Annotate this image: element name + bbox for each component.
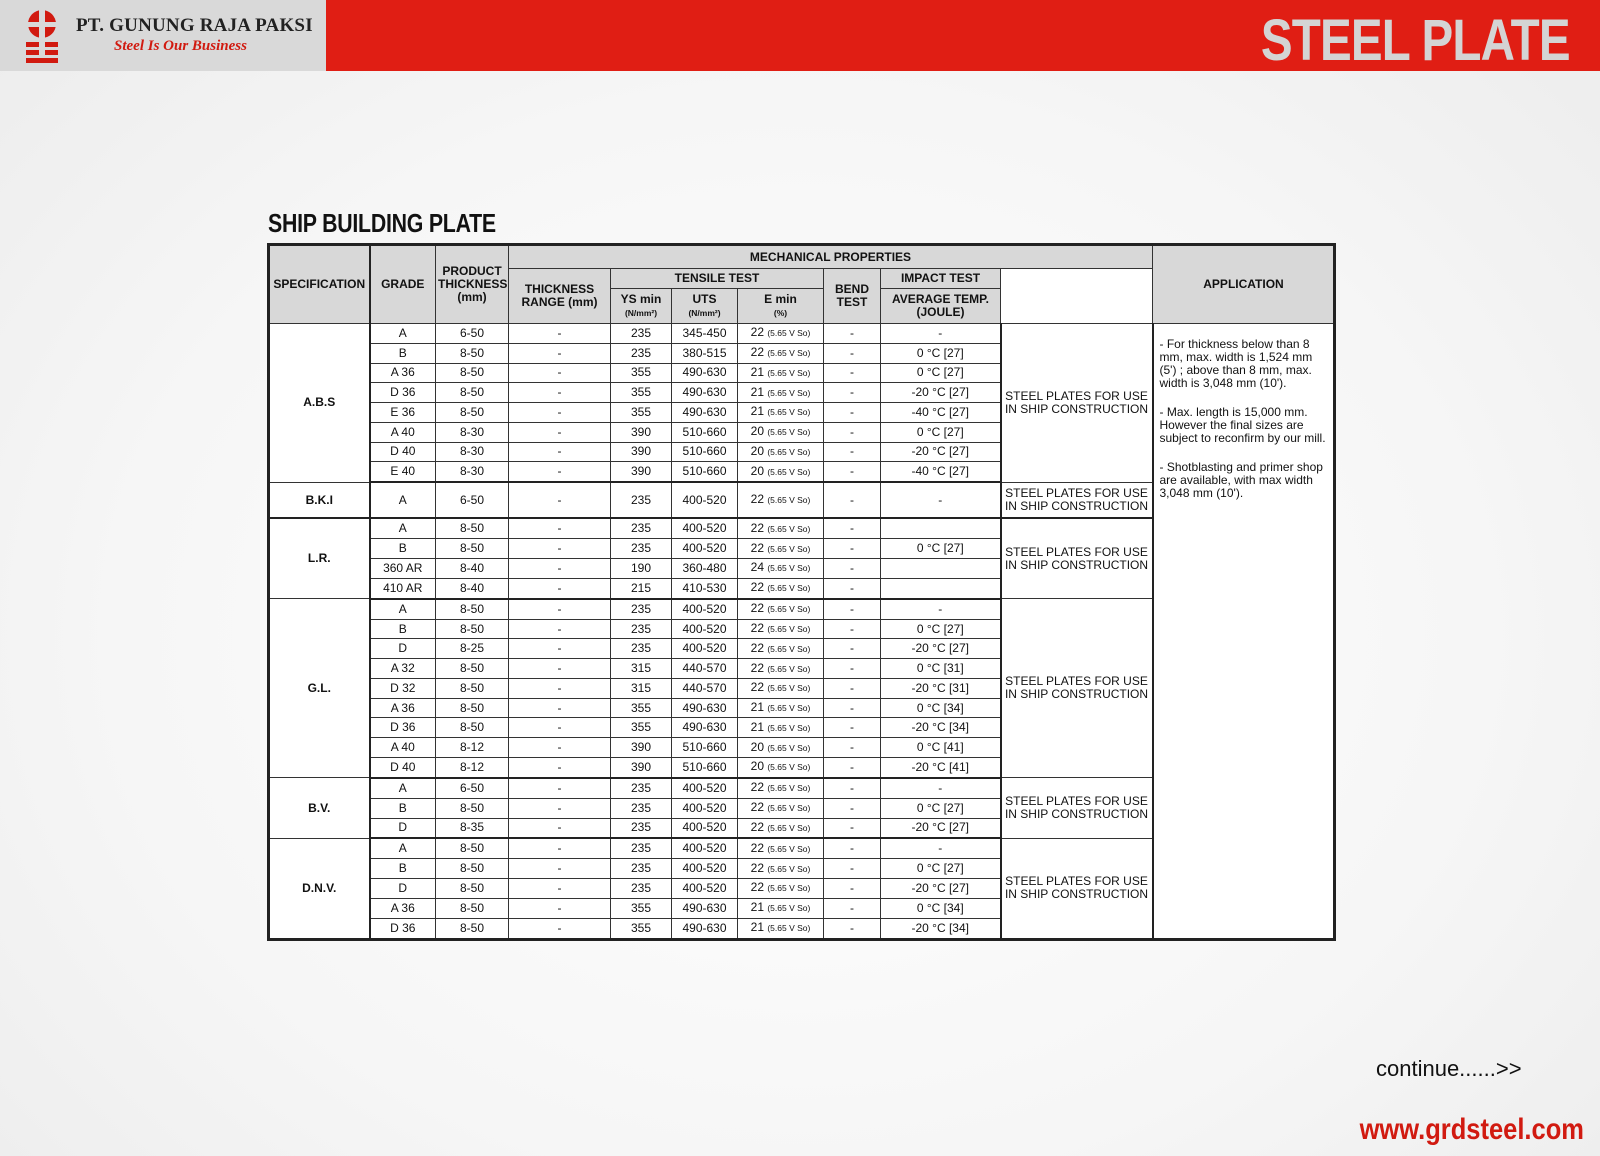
product-thickness-cell: 8-50 xyxy=(436,838,509,858)
ys-min-cell: 355 xyxy=(611,403,672,423)
impact-cell: 0 °C [27] xyxy=(881,363,1001,383)
product-thickness-cell: 6-50 xyxy=(436,324,509,344)
header-impact-test: IMPACT TEST xyxy=(881,269,1001,289)
grade-cell: A xyxy=(370,324,436,344)
thickness-range-cell: - xyxy=(509,698,611,718)
ys-min-cell: 315 xyxy=(611,659,672,679)
bend-test-cell: - xyxy=(824,678,881,698)
grade-cell: A xyxy=(370,838,436,858)
bend-test-cell: - xyxy=(824,738,881,758)
ys-min-cell: 235 xyxy=(611,324,672,344)
thickness-range-cell: - xyxy=(509,462,611,482)
impact-cell: -20 °C [27] xyxy=(881,879,1001,899)
grade-cell: A 40 xyxy=(370,738,436,758)
impact-cell: - xyxy=(881,482,1001,518)
thickness-range-cell: - xyxy=(509,778,611,798)
product-thickness-cell: 8-50 xyxy=(436,363,509,383)
impact-cell: 0 °C [27] xyxy=(881,798,1001,818)
header-thickness-range: THICKNESS RANGE (mm) xyxy=(509,269,611,324)
grade-cell: B xyxy=(370,619,436,639)
banner-title: STEEL PLATE xyxy=(1261,8,1570,73)
thickness-range-cell: - xyxy=(509,859,611,879)
company-tagline: Steel Is Our Business xyxy=(114,38,247,54)
ys-min-cell: 235 xyxy=(611,798,672,818)
impact-cell: -40 °C [27] xyxy=(881,403,1001,423)
impact-cell: 0 °C [27] xyxy=(881,619,1001,639)
bend-test-cell: - xyxy=(824,898,881,918)
specification-cell: B.V. xyxy=(269,778,370,839)
uts-cell: 400-520 xyxy=(672,599,738,619)
bend-test-cell: - xyxy=(824,403,881,423)
e-min-cell: 21 (5.65 V So) xyxy=(738,698,824,718)
impact-cell: -20 °C [27] xyxy=(881,442,1001,462)
grade-cell: A 40 xyxy=(370,422,436,442)
impact-cell xyxy=(881,559,1001,579)
ys-min-cell: 235 xyxy=(611,879,672,899)
application-cell: STEEL PLATES FOR USE IN SHIP CONSTRUCTION xyxy=(1001,482,1153,518)
thickness-range-cell: - xyxy=(509,578,611,598)
product-thickness-cell: 8-50 xyxy=(436,698,509,718)
uts-cell: 400-520 xyxy=(672,879,738,899)
impact-cell xyxy=(881,518,1001,538)
e-min-cell: 22 (5.65 V So) xyxy=(738,578,824,598)
uts-cell: 490-630 xyxy=(672,898,738,918)
uts-cell: 440-570 xyxy=(672,678,738,698)
e-min-cell: 20 (5.65 V So) xyxy=(738,738,824,758)
grade-cell: A 32 xyxy=(370,659,436,679)
impact-cell: 0 °C [34] xyxy=(881,898,1001,918)
bend-test-cell: - xyxy=(824,879,881,899)
grade-cell: A 36 xyxy=(370,698,436,718)
thickness-range-cell: - xyxy=(509,738,611,758)
thickness-range-cell: - xyxy=(509,619,611,639)
impact-cell: -20 °C [34] xyxy=(881,718,1001,738)
grade-cell: E 40 xyxy=(370,462,436,482)
product-thickness-cell: 8-50 xyxy=(436,659,509,679)
product-thickness-cell: 8-25 xyxy=(436,639,509,659)
header-average-temp: AVERAGE TEMP. (JOULE) xyxy=(881,289,1001,324)
uts-cell: 400-520 xyxy=(672,818,738,838)
ys-min-cell: 235 xyxy=(611,482,672,518)
impact-cell xyxy=(881,578,1001,598)
grade-cell: D 40 xyxy=(370,757,436,777)
thickness-range-cell: - xyxy=(509,324,611,344)
product-thickness-cell: 8-50 xyxy=(436,918,509,939)
grade-cell: 360 AR xyxy=(370,559,436,579)
ys-min-cell: 355 xyxy=(611,718,672,738)
grade-cell: D 36 xyxy=(370,718,436,738)
impact-cell: -40 °C [27] xyxy=(881,462,1001,482)
product-thickness-cell: 8-12 xyxy=(436,738,509,758)
grade-cell: D 36 xyxy=(370,918,436,939)
grade-cell: D 36 xyxy=(370,383,436,403)
company-logo-icon xyxy=(22,8,62,64)
impact-cell: - xyxy=(881,324,1001,344)
ys-min-cell: 390 xyxy=(611,757,672,777)
grade-cell: D xyxy=(370,879,436,899)
bend-test-cell: - xyxy=(824,363,881,383)
uts-cell: 490-630 xyxy=(672,383,738,403)
ys-min-cell: 315 xyxy=(611,678,672,698)
e-min-cell: 22 (5.65 V So) xyxy=(738,818,824,838)
e-min-cell: 22 (5.65 V So) xyxy=(738,879,824,899)
company-name: PT. GUNUNG RAJA PAKSI xyxy=(76,15,313,36)
e-min-cell: 20 (5.65 V So) xyxy=(738,757,824,777)
spec-table-container xyxy=(267,243,1333,941)
uts-cell: 490-630 xyxy=(672,718,738,738)
uts-cell: 440-570 xyxy=(672,659,738,679)
thickness-range-cell: - xyxy=(509,879,611,899)
bend-test-cell: - xyxy=(824,639,881,659)
logo-area xyxy=(0,0,326,71)
e-min-cell: 20 (5.65 V So) xyxy=(738,422,824,442)
header-banner xyxy=(0,0,1600,71)
grade-cell: B xyxy=(370,859,436,879)
grade-cell: 410 AR xyxy=(370,578,436,598)
uts-cell: 400-520 xyxy=(672,798,738,818)
uts-cell: 400-520 xyxy=(672,482,738,518)
grade-cell: D xyxy=(370,639,436,659)
thickness-range-cell: - xyxy=(509,898,611,918)
product-thickness-cell: 8-50 xyxy=(436,879,509,899)
product-thickness-cell: 8-30 xyxy=(436,462,509,482)
header-uts: UTS (N/mm²) xyxy=(672,289,738,324)
ys-min-cell: 235 xyxy=(611,619,672,639)
grade-cell: D 40 xyxy=(370,442,436,462)
e-min-cell: 20 (5.65 V So) xyxy=(738,442,824,462)
uts-cell: 510-660 xyxy=(672,442,738,462)
bend-test-cell: - xyxy=(824,859,881,879)
uts-cell: 345-450 xyxy=(672,324,738,344)
ys-min-cell: 235 xyxy=(611,818,672,838)
ys-min-cell: 390 xyxy=(611,442,672,462)
uts-cell: 410-530 xyxy=(672,578,738,598)
bend-test-cell: - xyxy=(824,383,881,403)
impact-cell: 0 °C [27] xyxy=(881,859,1001,879)
bend-test-cell: - xyxy=(824,838,881,858)
bend-test-cell: - xyxy=(824,482,881,518)
impact-cell: - xyxy=(881,778,1001,798)
bend-test-cell: - xyxy=(824,718,881,738)
application-cell: STEEL PLATES FOR USE IN SHIP CONSTRUCTION xyxy=(1001,838,1153,939)
thickness-range-cell: - xyxy=(509,678,611,698)
e-min-cell: 22 (5.65 V So) xyxy=(738,639,824,659)
ys-min-cell: 215 xyxy=(611,578,672,598)
e-min-cell: 20 (5.65 V So) xyxy=(738,462,824,482)
bend-test-cell: - xyxy=(824,518,881,538)
header-bend-test: BEND TEST xyxy=(824,269,881,324)
grade-cell: A xyxy=(370,518,436,538)
impact-cell: - xyxy=(881,838,1001,858)
header-application: APPLICATION xyxy=(1153,245,1335,324)
impact-cell: 0 °C [41] xyxy=(881,738,1001,758)
thickness-range-cell: - xyxy=(509,798,611,818)
ship-building-plate-table xyxy=(267,243,1336,941)
grade-cell: A 36 xyxy=(370,898,436,918)
uts-cell: 510-660 xyxy=(672,462,738,482)
product-thickness-cell: 8-50 xyxy=(436,678,509,698)
ys-min-cell: 235 xyxy=(611,859,672,879)
thickness-range-cell: - xyxy=(509,918,611,939)
remark-item: - Max. length is 15,000 mm. However the final sizes are subject to reconfirm by our mill. xyxy=(1159,405,1326,445)
uts-cell: 490-630 xyxy=(672,918,738,939)
uts-cell: 400-520 xyxy=(672,778,738,798)
ys-min-cell: 235 xyxy=(611,599,672,619)
ys-min-cell: 235 xyxy=(611,539,672,559)
specification-cell: B.K.I xyxy=(269,482,370,518)
impact-cell: 0 °C [27] xyxy=(881,343,1001,363)
thickness-range-cell: - xyxy=(509,559,611,579)
grade-cell: B xyxy=(370,539,436,559)
product-thickness-cell: 8-30 xyxy=(436,442,509,462)
ys-min-cell: 235 xyxy=(611,639,672,659)
product-thickness-cell: 8-30 xyxy=(436,422,509,442)
uts-cell: 400-520 xyxy=(672,859,738,879)
e-min-cell: 22 (5.65 V So) xyxy=(738,482,824,518)
impact-cell: -20 °C [31] xyxy=(881,678,1001,698)
ys-min-cell: 355 xyxy=(611,898,672,918)
ys-min-cell: 355 xyxy=(611,918,672,939)
bend-test-cell: - xyxy=(824,798,881,818)
specification-cell: L.R. xyxy=(269,518,370,598)
thickness-range-cell: - xyxy=(509,757,611,777)
uts-cell: 490-630 xyxy=(672,363,738,383)
application-cell: STEEL PLATES FOR USE IN SHIP CONSTRUCTION xyxy=(1001,518,1153,598)
bend-test-cell: - xyxy=(824,442,881,462)
header-ys-min: YS min (N/mm²) xyxy=(611,289,672,324)
uts-cell: 490-630 xyxy=(672,698,738,718)
thickness-range-cell: - xyxy=(509,343,611,363)
e-min-cell: 22 (5.65 V So) xyxy=(738,798,824,818)
bend-test-cell: - xyxy=(824,324,881,344)
remark-item: - For thickness below than 8 mm, max. width is 1,524 mm (5') ; above than 8 mm, max. width is 3,048 mm (10'). xyxy=(1159,337,1313,390)
ys-min-cell: 235 xyxy=(611,778,672,798)
e-min-cell: 22 (5.65 V So) xyxy=(738,343,824,363)
product-thickness-cell: 8-50 xyxy=(436,718,509,738)
impact-cell: 0 °C [27] xyxy=(881,422,1001,442)
product-thickness-cell: 8-50 xyxy=(436,898,509,918)
header-e-min: E min (%) xyxy=(738,289,824,324)
grade-cell: A xyxy=(370,778,436,798)
remark-item: - Shotblasting and primer shop are available, with max width 3,048 mm (10'). xyxy=(1159,460,1323,500)
grade-cell: E 36 xyxy=(370,403,436,423)
e-min-cell: 22 (5.65 V So) xyxy=(738,599,824,619)
product-thickness-cell: 8-40 xyxy=(436,578,509,598)
e-min-cell: 22 (5.65 V So) xyxy=(738,678,824,698)
e-min-cell: 24 (5.65 V So) xyxy=(738,559,824,579)
bend-test-cell: - xyxy=(824,539,881,559)
e-min-cell: 22 (5.65 V So) xyxy=(738,778,824,798)
e-min-cell: 21 (5.65 V So) xyxy=(738,363,824,383)
specification-cell: G.L. xyxy=(269,599,370,778)
ys-min-cell: 235 xyxy=(611,518,672,538)
grade-cell: A 36 xyxy=(370,363,436,383)
e-min-cell: 21 (5.65 V So) xyxy=(738,918,824,939)
thickness-range-cell: - xyxy=(509,659,611,679)
thickness-range-cell: - xyxy=(509,639,611,659)
bend-test-cell: - xyxy=(824,619,881,639)
specification-cell: A.B.S xyxy=(269,324,370,483)
ys-min-cell: 390 xyxy=(611,738,672,758)
uts-cell: 490-630 xyxy=(672,403,738,423)
impact-cell: 0 °C [27] xyxy=(881,539,1001,559)
e-min-cell: 21 (5.65 V So) xyxy=(738,383,824,403)
thickness-range-cell: - xyxy=(509,363,611,383)
product-thickness-cell: 8-40 xyxy=(436,559,509,579)
impact-cell: -20 °C [41] xyxy=(881,757,1001,777)
product-thickness-cell: 8-50 xyxy=(436,859,509,879)
e-min-cell: 21 (5.65 V So) xyxy=(738,403,824,423)
e-min-cell: 22 (5.65 V So) xyxy=(738,619,824,639)
ys-min-cell: 355 xyxy=(611,698,672,718)
product-thickness-cell: 8-50 xyxy=(436,403,509,423)
e-min-cell: 22 (5.65 V So) xyxy=(738,659,824,679)
product-thickness-cell: 8-35 xyxy=(436,818,509,838)
remarks-cell xyxy=(1153,324,1335,940)
uts-cell: 510-660 xyxy=(672,757,738,777)
header-mechanical-properties: MECHANICAL PROPERTIES xyxy=(509,245,1153,269)
specification-cell: D.N.V. xyxy=(269,838,370,939)
thickness-range-cell: - xyxy=(509,539,611,559)
website-url[interactable]: www.grdsteel.com xyxy=(1359,1113,1584,1146)
bend-test-cell: - xyxy=(824,559,881,579)
product-thickness-cell: 8-50 xyxy=(436,383,509,403)
e-min-cell: 21 (5.65 V So) xyxy=(738,718,824,738)
thickness-range-cell: - xyxy=(509,838,611,858)
thickness-range-cell: - xyxy=(509,818,611,838)
header-product-thickness: PRODUCT THICKNESS (mm) xyxy=(436,245,509,324)
section-title: SHIP BUILDING PLATE xyxy=(268,208,496,238)
uts-cell: 400-520 xyxy=(672,838,738,858)
product-thickness-cell: 6-50 xyxy=(436,778,509,798)
impact-cell: 0 °C [31] xyxy=(881,659,1001,679)
uts-cell: 400-520 xyxy=(672,619,738,639)
e-min-cell: 22 (5.65 V So) xyxy=(738,324,824,344)
impact-cell: -20 °C [34] xyxy=(881,918,1001,939)
uts-cell: 360-480 xyxy=(672,559,738,579)
ys-min-cell: 355 xyxy=(611,383,672,403)
ys-min-cell: 235 xyxy=(611,343,672,363)
uts-cell: 510-660 xyxy=(672,738,738,758)
application-cell: STEEL PLATES FOR USE IN SHIP CONSTRUCTION xyxy=(1001,778,1153,839)
thickness-range-cell: - xyxy=(509,599,611,619)
product-thickness-cell: 6-50 xyxy=(436,482,509,518)
bend-test-cell: - xyxy=(824,422,881,442)
grade-cell: A xyxy=(370,482,436,518)
bend-test-cell: - xyxy=(824,599,881,619)
e-min-cell: 22 (5.65 V So) xyxy=(738,859,824,879)
header-grade: GRADE xyxy=(370,245,436,324)
impact-cell: -20 °C [27] xyxy=(881,818,1001,838)
ys-min-cell: 190 xyxy=(611,559,672,579)
bend-test-cell: - xyxy=(824,778,881,798)
table-row xyxy=(269,324,1335,344)
grade-cell: B xyxy=(370,343,436,363)
ys-min-cell: 390 xyxy=(611,422,672,442)
header-specification: SPECIFICATION xyxy=(269,245,370,324)
e-min-cell: 22 (5.65 V So) xyxy=(738,838,824,858)
bend-test-cell: - xyxy=(824,918,881,939)
continue-link[interactable]: continue......>> xyxy=(1376,1056,1522,1081)
uts-cell: 400-520 xyxy=(672,518,738,538)
uts-cell: 400-520 xyxy=(672,639,738,659)
bend-test-cell: - xyxy=(824,659,881,679)
grade-cell: D xyxy=(370,818,436,838)
product-thickness-cell: 8-50 xyxy=(436,599,509,619)
uts-cell: 400-520 xyxy=(672,539,738,559)
ys-min-cell: 390 xyxy=(611,462,672,482)
application-cell: STEEL PLATES FOR USE IN SHIP CONSTRUCTION xyxy=(1001,324,1153,483)
thickness-range-cell: - xyxy=(509,718,611,738)
thickness-range-cell: - xyxy=(509,482,611,518)
bend-test-cell: - xyxy=(824,818,881,838)
grade-cell: D 32 xyxy=(370,678,436,698)
thickness-range-cell: - xyxy=(509,403,611,423)
impact-cell: -20 °C [27] xyxy=(881,383,1001,403)
bend-test-cell: - xyxy=(824,698,881,718)
product-thickness-cell: 8-50 xyxy=(436,619,509,639)
e-min-cell: 21 (5.65 V So) xyxy=(738,898,824,918)
grade-cell: A xyxy=(370,599,436,619)
product-thickness-cell: 8-50 xyxy=(436,798,509,818)
thickness-range-cell: - xyxy=(509,442,611,462)
thickness-range-cell: - xyxy=(509,518,611,538)
product-thickness-cell: 8-12 xyxy=(436,757,509,777)
thickness-range-cell: - xyxy=(509,383,611,403)
uts-cell: 510-660 xyxy=(672,422,738,442)
impact-cell: - xyxy=(881,599,1001,619)
product-thickness-cell: 8-50 xyxy=(436,518,509,538)
product-thickness-cell: 8-50 xyxy=(436,539,509,559)
table-body xyxy=(269,324,1335,940)
bend-test-cell: - xyxy=(824,343,881,363)
bend-test-cell: - xyxy=(824,462,881,482)
bend-test-cell: - xyxy=(824,578,881,598)
header-tensile-test: TENSILE TEST xyxy=(611,269,824,289)
impact-cell: -20 °C [27] xyxy=(881,639,1001,659)
bend-test-cell: - xyxy=(824,757,881,777)
ys-min-cell: 235 xyxy=(611,838,672,858)
application-cell: STEEL PLATES FOR USE IN SHIP CONSTRUCTION xyxy=(1001,599,1153,778)
e-min-cell: 22 (5.65 V So) xyxy=(738,539,824,559)
uts-cell: 380-515 xyxy=(672,343,738,363)
grade-cell: B xyxy=(370,798,436,818)
ys-min-cell: 355 xyxy=(611,363,672,383)
e-min-cell: 22 (5.65 V So) xyxy=(738,518,824,538)
product-thickness-cell: 8-50 xyxy=(436,343,509,363)
thickness-range-cell: - xyxy=(509,422,611,442)
impact-cell: 0 °C [34] xyxy=(881,698,1001,718)
